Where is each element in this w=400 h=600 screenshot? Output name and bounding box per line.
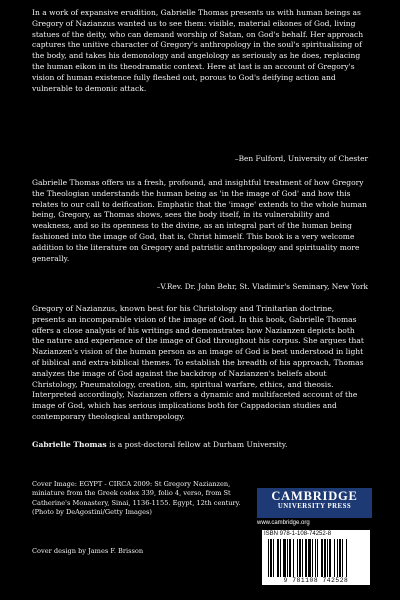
review-1-text: In a work of expansive erudition, Gabrielle Thomas presents us with human beings as Gregory of Nazianzus wanted us to see them: visible, material eikones of God, living statues of the deity, who can demand worship of Satan, on God's behalf. Her approach captures the unitive character of Gregory's anthropology in the soul's spiritualising of the body, and takes his demonology and angelology as seriously as he does, replacing the human eikon in its theodramatic context. Here at last is an account of Gregory's vision of human existence fully fleshed out, porous to God's deifying action and vulnerable to demonic attack. (32, 8, 364, 93)
book-description: Gregory of Nazianzus, known best for his Christology and Trinitarian doctrine, presents an incomparable vision of the image of God. In this book, Gabrielle Thomas offers a close analysis of his writings and demonstrates how Nazianzen depicts both the nature and experience of the image of God throughout his corpus. She argues that Nazianzen's vision of the human person as an image of God is best understood in light of biblical and extra-biblical themes. To establish the breadth of his approach, Thomas analyzes the image of God against the backdrop of Nazianzen's beliefs about Christology, Pneumatology, creation, sin, spiritual warfare, ethics, and theosis. Interpreted accordingly, Nazianzen offers a dynamic and multifaceted account of the image of God, which has serious implications both for Cappadocian studies and contemporary theological anthropology. (32, 304, 364, 421)
barcode-bar (297, 539, 298, 577)
barcode-bar (346, 539, 347, 577)
barcode-bar (277, 539, 279, 577)
publisher-url: www.cambridge.org (257, 520, 310, 526)
publisher-logo (257, 488, 372, 518)
barcode-bar (321, 539, 323, 577)
author-name: Gabrielle Thomas (32, 440, 107, 449)
barcode-bar (293, 539, 294, 577)
isbn-barcode (262, 530, 370, 585)
review-1-attribution: –Ben Fulford, University of Chester (234, 154, 368, 163)
publisher-name: CAMBRIDGE (271, 489, 358, 503)
isbn-number: ISBN 978-1-108-74252-8 (264, 531, 332, 537)
barcode-bar (329, 539, 331, 577)
barcode-bar (289, 539, 291, 577)
barcode-bar (342, 539, 343, 577)
barcode-bar (283, 539, 286, 577)
barcode-digits: 9 781108 742528 (283, 577, 349, 584)
publisher-subtitle: UNIVERSITY PRESS (277, 503, 352, 510)
barcode-bar (312, 539, 313, 577)
cover-image-credit: Cover Image: EGYPT - CIRCA 2009: St Gregory Nazianzen, miniature from the Greek codex 339, folio 4, verso, from St Catherine's Monastery, Sinai, 1136-1155. Egypt, 12th century. (Photo by DeAgostini/Getty Images) (32, 480, 241, 517)
barcode-bar (324, 539, 326, 577)
barcode-bar (280, 539, 281, 577)
barcode-bar (299, 539, 301, 577)
review-2-attribution: –V.Rev. Dr. John Behr, St. Vladimir's Seminary, New York (156, 282, 368, 291)
barcode-bar (315, 539, 316, 577)
author-bio-text: is a post-doctoral fellow at Durham University. (106, 440, 288, 449)
barcode-bar (334, 539, 335, 577)
barcode-bar (287, 539, 288, 577)
barcode-bar (270, 539, 272, 577)
cover-design-credit: Cover design by James F. Brisson (32, 547, 144, 555)
barcode-bar (268, 539, 269, 577)
barcode-bar (337, 539, 338, 577)
barcode-bar (308, 539, 311, 577)
barcode-bar (302, 539, 303, 577)
barcode-bar (339, 539, 341, 577)
barcode-bar (273, 539, 274, 577)
author-bio (32, 440, 368, 451)
barcode-bar (317, 539, 318, 577)
barcode-bar (327, 539, 328, 577)
review-2-text: Gabrielle Thomas offers us a fresh, profound, and insightful treatment of how Gregory the Theologian understands the human being as 'in the image of God' and how this relates to our call to deification. Emphatic that the 'image' extends to the whole human being, Gregory, as Thomas shows, sees the body itself, in its vulnerability and weakness, and so its openness to the divine, as an integral part of the human being fashioned into the image of God, that is, Christ himself. This book is a very welcome addition to the literature on Gregory and patristic anthropology and spirituality more generally. (32, 178, 367, 263)
barcode-bars (268, 539, 364, 577)
barcode-bar (305, 539, 307, 577)
